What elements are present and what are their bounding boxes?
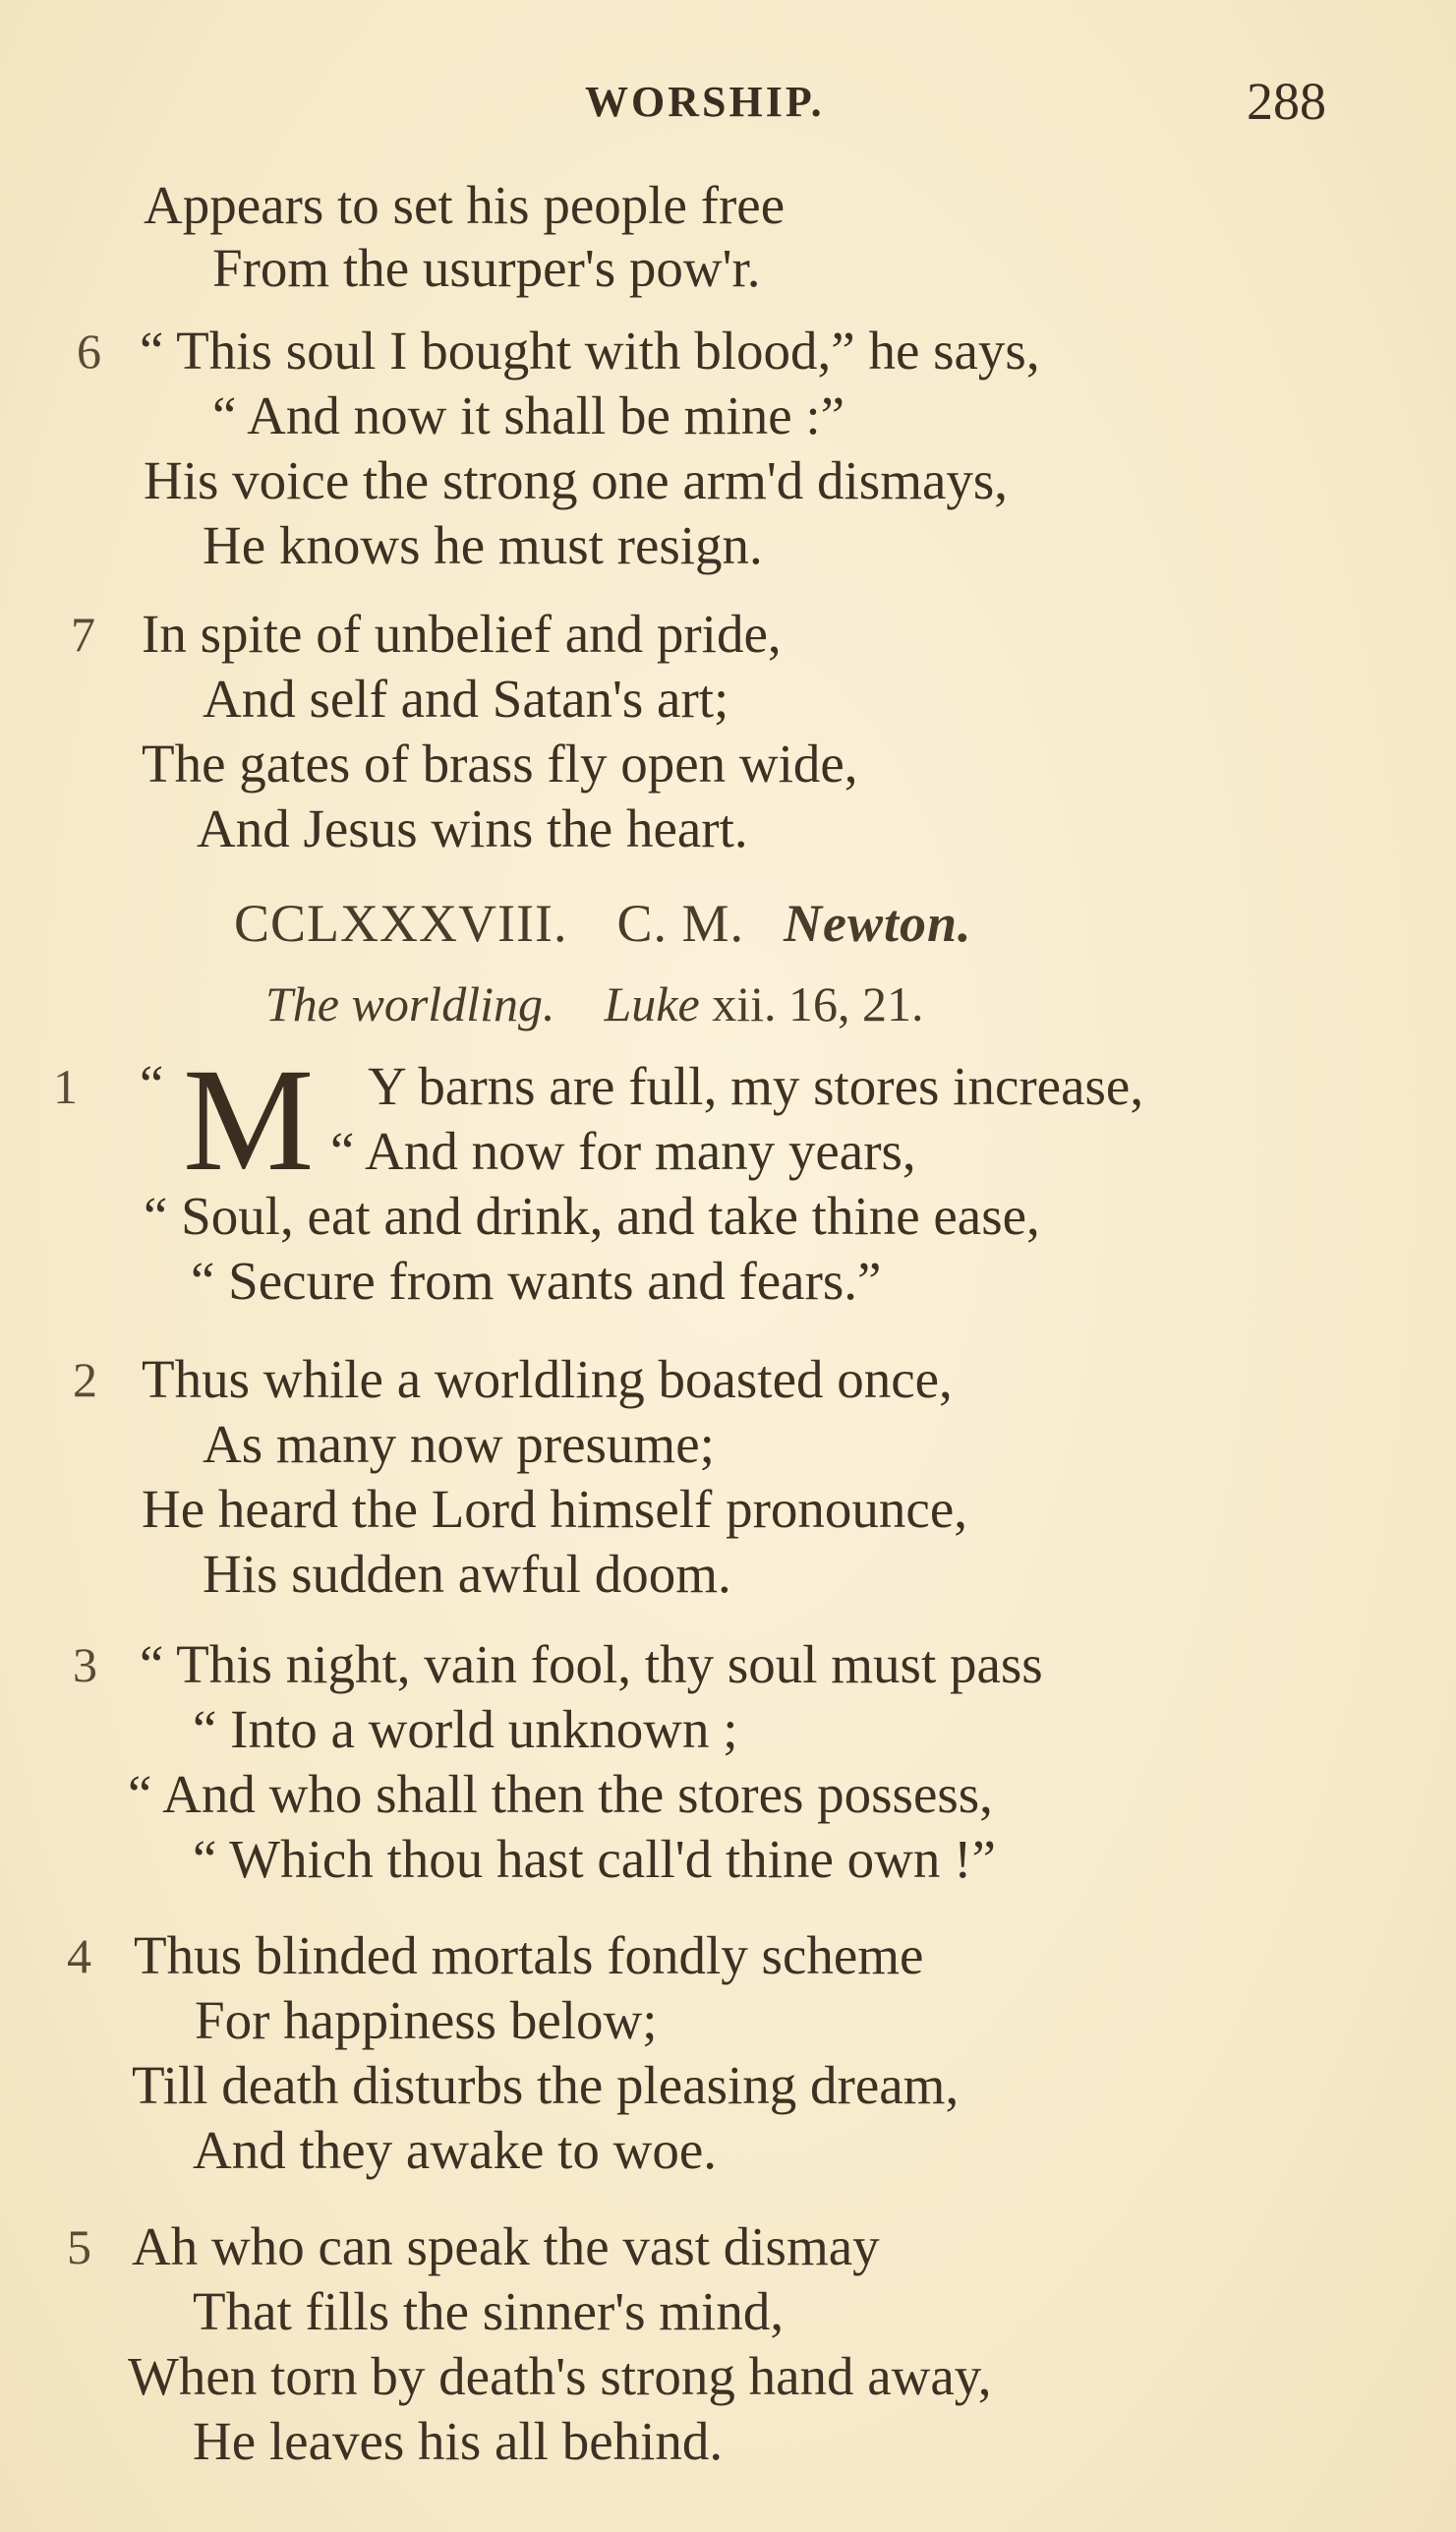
verse-line: As many now presume; (203, 1414, 715, 1474)
verse-line: Ah who can speak the vast dismay (132, 2216, 880, 2276)
verse-line: “ And who shall then the stores possess, (128, 1764, 993, 1824)
verse-number: 7 (71, 607, 95, 662)
verse-line: And Jesus wins the heart. (197, 798, 748, 858)
verse-line: That fills the sinner's mind, (193, 2281, 785, 2341)
drop-cap: M (183, 1038, 315, 1202)
verse-line: In spite of unbelief and pride, (142, 604, 782, 664)
verse-line: “ This night, vain fool, thy soul must pass (140, 1634, 1043, 1694)
verse-line: “ Secure from wants and fears.” (191, 1251, 882, 1311)
hymn-subtitle (265, 975, 923, 1032)
scripture-reference: xii. 16, 21. (712, 976, 924, 1031)
verse-line: When torn by death's strong hand away, (128, 2346, 992, 2406)
hymn-heading (234, 893, 972, 954)
hymn-tune: Newton. (784, 894, 972, 953)
verse-line: Y barns are full, my stores increase, (368, 1056, 1144, 1116)
verse-line: He knows he must resign. (203, 515, 763, 575)
opening-quote: “ (140, 1054, 164, 1114)
verse-number: 4 (67, 1928, 91, 1983)
verse-line: Thus while a worldling boasted once, (142, 1349, 953, 1409)
verse-line: Till death disturbs the pleasing dream, (132, 2055, 960, 2115)
verse-line: “ Soul, eat and drink, and take thine ease, (144, 1186, 1040, 1246)
verse-line: For happiness below; (195, 1990, 658, 2050)
verse-line: “ Which thou hast call'd thine own !” (193, 1829, 996, 1889)
verse-number: 1 (53, 1059, 78, 1114)
verse-number: 2 (73, 1352, 97, 1407)
verse-line: Appears to set his people free (144, 175, 786, 235)
verse-number: 6 (77, 324, 101, 379)
verse-line: He heard the Lord himself pronounce, (142, 1479, 967, 1539)
verse-line: And they awake to woe. (193, 2120, 718, 2180)
verse-line: And self and Satan's art; (203, 669, 729, 729)
verse-line: “ And now for many years, (330, 1121, 916, 1181)
hymn-meter: C. M. (616, 894, 745, 953)
verse-line: “ Into a world unknown ; (193, 1699, 738, 1759)
verse-line: Thus blinded mortals fondly scheme (134, 1925, 924, 1985)
hymn-number: CCLXXXVIII. (234, 894, 568, 953)
verse-line: His voice the strong one arm'd dismays, (144, 450, 1009, 510)
verse-number: 5 (67, 2219, 91, 2274)
verse-line: His sudden awful doom. (203, 1544, 731, 1604)
page-header (0, 72, 1456, 146)
verse-line: “ And now it shall be mine :” (212, 385, 845, 445)
page-number: 288 (1247, 72, 1326, 131)
verse-line: From the usurper's pow'r. (212, 238, 761, 298)
verse-number: 3 (73, 1637, 97, 1692)
running-head: WORSHIP. (585, 78, 825, 126)
verse-line: “ This soul I bought with blood,” he says, (140, 321, 1040, 381)
verse-line: He leaves his all behind. (193, 2411, 724, 2471)
hymn-title: The worldling. (265, 976, 555, 1031)
verse-line: The gates of brass fly open wide, (142, 734, 858, 794)
scripture-book: Luke (604, 976, 700, 1031)
